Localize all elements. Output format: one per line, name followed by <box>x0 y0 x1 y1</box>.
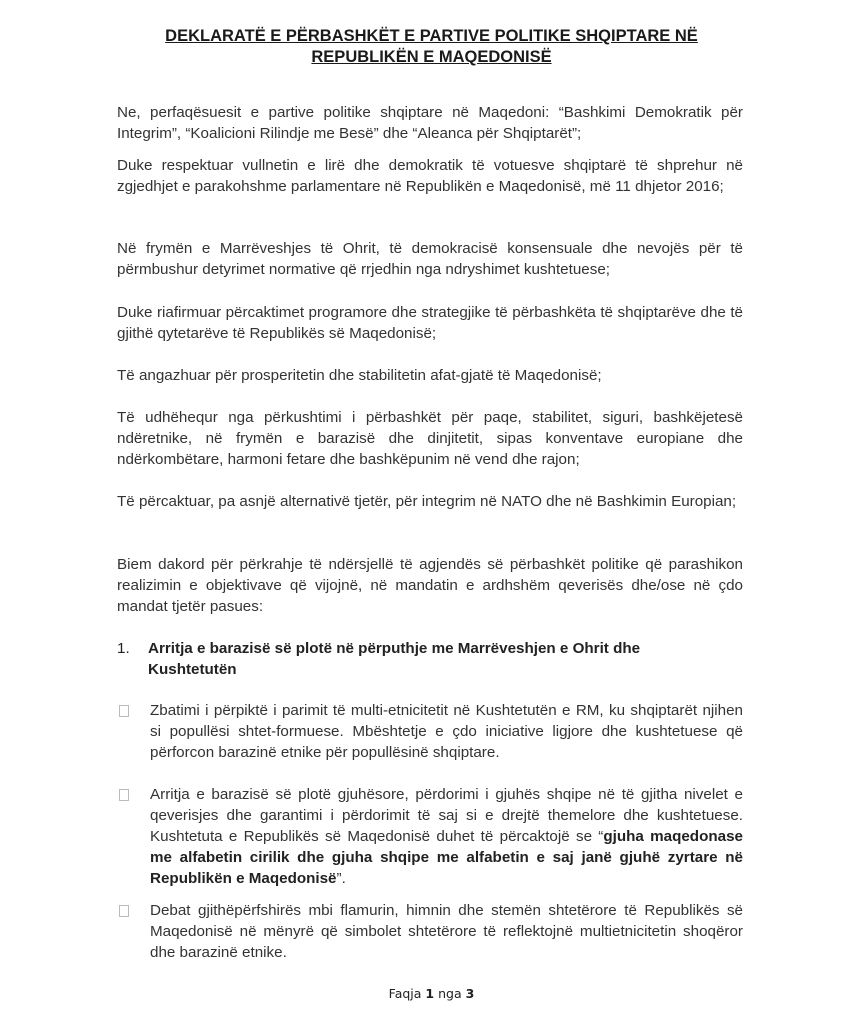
bullet-text-before: Arritja e barazisë së plotë gjuhësore, përdorimi i gjuhës shqipe në të gjitha nivelet e qeverisjes dhe garantimi i përdorimit të saj si e drejtë themelore dhe kushtetuese. Kushtetuta e Republikës së Maqedonisë duhet të përcaktojë se “ <box>150 786 743 845</box>
bullet-item-multiethnicity <box>117 700 743 763</box>
title-line-1: DEKLARATË E PËRBASHKËT E PARTIVE POLITIKE SHQIPTARE NË <box>165 27 698 45</box>
bullet-text-bold: gjuha maqedonase me alfabetin cirilik dhe gjuha shqipe me alfabetin e saj janë gjuhë zyrtare në Republikën e Maqedonisë <box>150 828 743 887</box>
bullet-text-after: ”. <box>336 870 346 887</box>
bullet-text: Debat gjithëpërfshirës mbi flamurin, himnin dhe stemën shtetërore të Republikës së Maqedonisë në mënyrë që simbolet shtetërore të reflektojnë multietnicitetin shoqëror dhe barazinë etnike. <box>150 902 743 961</box>
document-title <box>0 26 863 68</box>
title-line-2: REPUBLIKËN E MAQEDONISË <box>311 48 552 66</box>
item-number: 1. <box>117 640 130 657</box>
bullet-item-symbols <box>117 900 743 963</box>
numbered-item-1 <box>117 638 743 680</box>
of-label: nga <box>438 986 462 1001</box>
bullet-box-icon <box>119 705 129 717</box>
paragraph-peace: Të udhëhequr nga përkushtimi i përbashkët për paqe, stabilitet, siguri, bashkëjetesë ndëretnike, në frymën e barazisë dhe dinjitetit, sipas konventave europiane dhe ndërkombëtare, harmoni fetare dhe bashkëpunim në vend dhe rajon; <box>117 409 743 468</box>
paragraph-elections: Duke respektuar vullnetin e lirë dhe demokratik të votuesve shqiptarë të shprehur në zgjedhjet e parakohshme parlamentare në Republikën e Maqedonisë, më 11 dhjetor 2016; <box>117 157 743 195</box>
bullet-box-icon <box>119 789 129 801</box>
paragraph-agreement: Biem dakord për përkrahje të ndërsjellë të agjendës së përbashkët politike që parashikon realizimin e objektivave që vijojnë, në mandatin e ardhshëm qeverisës dhe/ose në çdo mandat tjetër pasues: <box>117 556 743 615</box>
page-footer <box>0 986 863 1001</box>
page-label: Faqja <box>388 986 422 1001</box>
paragraph-prosperity: Të angazhuar për prosperitetin dhe stabilitetin afat-gjatë të Maqedonisë; <box>117 367 602 384</box>
paragraph-representatives: Ne, perfaqësuesit e partive politike shqiptare në Maqedoni: “Bashkimi Demokratik për Integrim”, “Koalicioni Rilindje me Besë” dhe “Aleanca për Shqiptarët”; <box>117 104 743 142</box>
paragraph-nato-eu: Të përcaktuar, pa asnjë alternativë tjetër, për integrim në NATO dhe në Bashkimin Europian; <box>117 493 737 510</box>
paragraph-ohrid: Në frymën e Marrëveshjes të Ohrit, të demokracisë konsensuale dhe nevojës për të përmbushur detyrimet normative që rrjedhin nga ndryshimet kushtetuese; <box>117 240 743 278</box>
item-heading-line2: Kushtetutën <box>148 661 237 678</box>
item-heading-line1: Arritja e barazisë së plotë në përputhje me Marrëveshjen e Ohrit dhe <box>148 640 641 657</box>
paragraph-program: Duke riafirmuar përcaktimet programore dhe strategjike të përbashkëta të shqiptarëve dhe të gjithë qytetarëve të Republikës së Maqedonisë; <box>117 304 743 342</box>
total-pages: 3 <box>465 986 475 1001</box>
bullet-text <box>117 784 743 889</box>
bullet-text: Zbatimi i përpiktë i parimit të multi-etnicitetit në Kushtetutën e RM, ku shqiptarët njihen si popullësi shtet-formuese. Mbështetje e çdo iniciative ligjore dhe kushtetuese që përforcon barazinë etnike për popullësinë shqiptare. <box>150 702 743 761</box>
current-page: 1 <box>425 986 435 1001</box>
bullet-box-icon <box>119 905 129 917</box>
bullet-item-language <box>117 784 743 889</box>
